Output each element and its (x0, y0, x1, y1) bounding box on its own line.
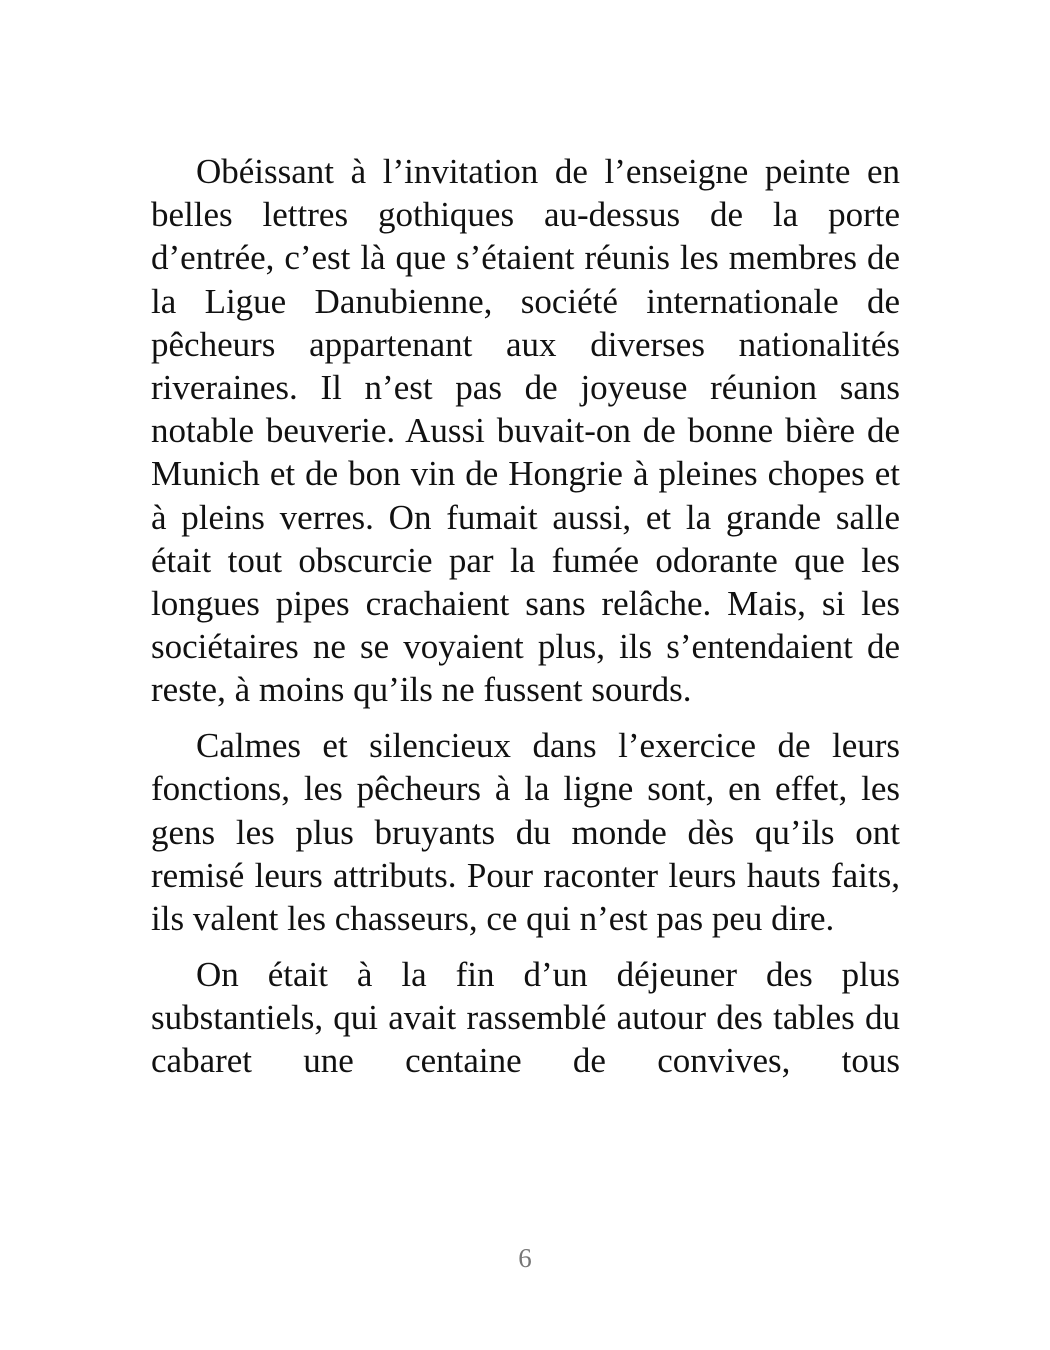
paragraph-2: Calmes et silencieux dans l’exercice de leurs fonctions, les pêcheurs à la ligne sont, en effet, les gens les plus bruyants du monde dès qu’ils ont remisé leurs attributs. Pour raconter leurs hauts faits, ils valent les chasseurs, ce qui n’est pas peu dire. (151, 726, 900, 939)
body-text (151, 150, 900, 1082)
paragraph-3: On était à la fin d’un déjeuner des plus substantiels, qui avait rassemblé autour des tables du cabaret une centaine de convives, tous (151, 954, 900, 1081)
paragraph-1: Obéissant à l’invitation de l’enseigne peinte en belles lettres gothiques au-dessus de la porte d’entrée, c’est là que s’étaient réunis les membres de la Ligue Danubienne, société internationale de pêcheurs appartenant aux diverses nationalités riveraines. Il n’est pas de joyeuse réunion sans notable beuverie. Aussi buvait-on de bonne bière de Munich et de bon vin de Hongrie à pleines chopes et à pleins verres. On fumait aussi, et la grande salle était tout obscurcie par la fumée odorante que les longues pipes crachaient sans relâche. Mais, si les sociétaires ne se voyaient plus, ils s’entendaient de reste, à moins qu’ils ne fussent sourds. (151, 152, 900, 710)
page-number: 6 (518, 1243, 532, 1273)
